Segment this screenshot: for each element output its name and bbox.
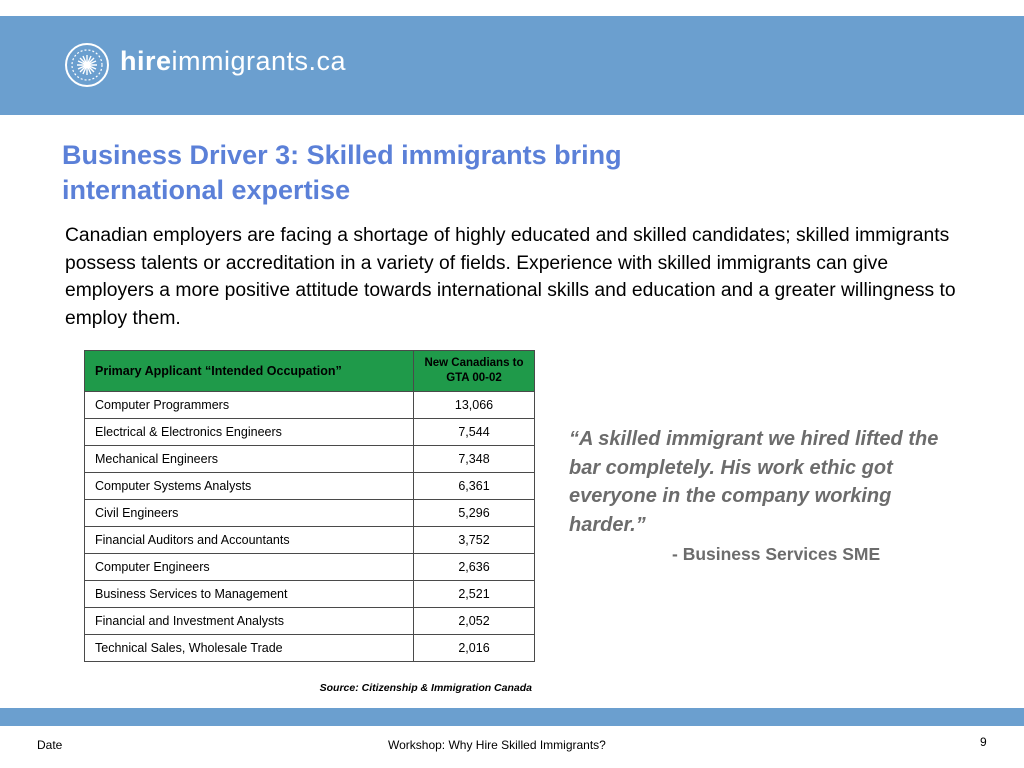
count-cell: 2,521: [414, 581, 535, 608]
count-cell: 2,016: [414, 635, 535, 662]
count-cell: 6,361: [414, 473, 535, 500]
table-row: [85, 581, 535, 608]
table-row: [85, 608, 535, 635]
table-source: Source: Citizenship & Immigration Canada: [319, 682, 532, 694]
footer-date: Date: [37, 738, 63, 752]
logo: [64, 42, 404, 92]
testimonial-quote: “A skilled immigrant we hired lifted the bar completely. His work ethic got everyone in the company working harder.”: [569, 428, 939, 536]
occupation-cell: Business Services to Management: [85, 581, 414, 608]
occupation-cell: Technical Sales, Wholesale Trade: [85, 635, 414, 662]
count-cell: 2,636: [414, 554, 535, 581]
occupation-cell: Civil Engineers: [85, 500, 414, 527]
page-number: 9: [980, 735, 987, 749]
table-row: [85, 635, 535, 662]
count-cell: 7,544: [414, 419, 535, 446]
slide-title: Business Driver 3: Skilled immigrants bring international expertise: [62, 140, 622, 205]
logo-light-text: immigrants.ca: [171, 46, 347, 76]
table-row: [85, 446, 535, 473]
table-row: [85, 527, 535, 554]
count-cell: 3,752: [414, 527, 535, 554]
table-row: [85, 473, 535, 500]
logo-text: [120, 46, 346, 77]
occupation-table: [84, 350, 535, 662]
quote-attribution: - Business Services SME: [672, 544, 881, 564]
count-column-header: New Canadians to GTA 00-02: [414, 351, 535, 392]
count-cell: 7,348: [414, 446, 535, 473]
intro-paragraph: Canadian employers are facing a shortage of highly educated and skilled candidates; skilled immigrants possess talents or accreditation in a variety of fields. Experience with skilled immigrants can give employers a more positive attitude towards international skills and education and a greater willingness to employ them.: [65, 225, 956, 329]
logo-bold-text: hire: [120, 46, 172, 76]
occupation-cell: Financial Auditors and Accountants: [85, 527, 414, 554]
occupation-cell: Computer Systems Analysts: [85, 473, 414, 500]
occupation-cell: Financial and Investment Analysts: [85, 608, 414, 635]
table-row: [85, 419, 535, 446]
footer-title: Workshop: Why Hire Skilled Immigrants?: [388, 738, 606, 752]
starburst-logo-icon: [64, 42, 110, 88]
table-row: [85, 554, 535, 581]
table-header-row: [85, 351, 535, 392]
top-strip: [0, 0, 1024, 16]
occupation-column-header: Primary Applicant “Intended Occupation”: [85, 351, 414, 392]
count-cell: 13,066: [414, 392, 535, 419]
occupation-cell: Computer Engineers: [85, 554, 414, 581]
count-cell: 2,052: [414, 608, 535, 635]
count-cell: 5,296: [414, 500, 535, 527]
occupation-cell: Mechanical Engineers: [85, 446, 414, 473]
table-row: [85, 392, 535, 419]
occupation-cell: Computer Programmers: [85, 392, 414, 419]
occupation-cell: Electrical & Electronics Engineers: [85, 419, 414, 446]
table-row: [85, 500, 535, 527]
footer-band: [0, 708, 1024, 726]
